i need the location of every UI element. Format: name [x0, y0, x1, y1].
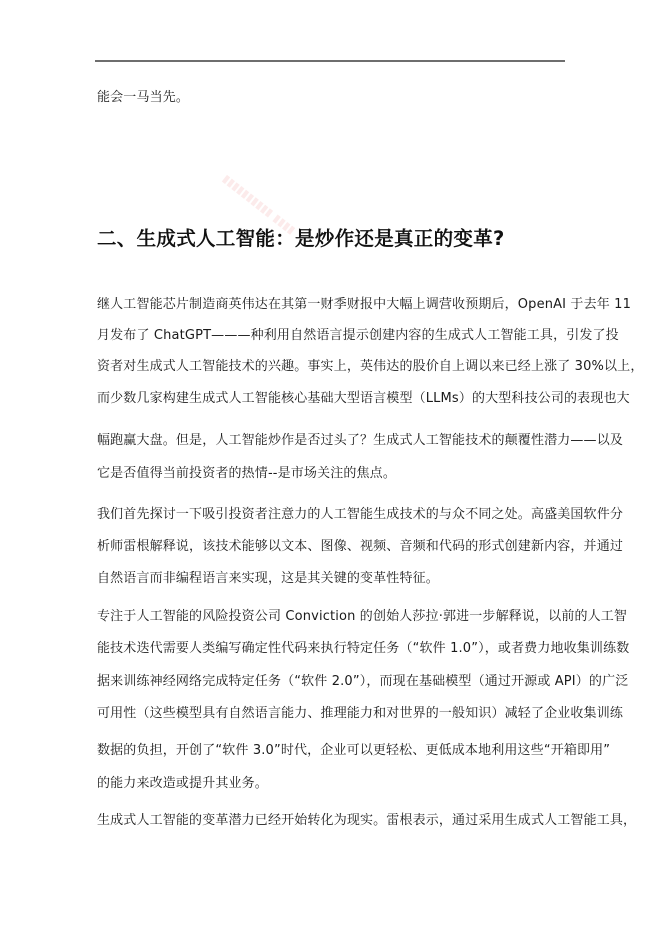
- carryover-text: 能会一马当先。: [97, 90, 190, 105]
- paragraph-line: 自然语言而非编程语言来实现，这是其关键的变革性特征。: [97, 571, 439, 586]
- paragraph-line: 我们首先探讨一下吸引投资者注意力的人工智能生成技术的与众不同之处。高盛美国软件分: [97, 507, 624, 522]
- paragraph-line: 幅跑赢大盘。但是，人工智能炒作是否过头了？生成式人工智能技术的颠覆性潜力——以及: [97, 433, 624, 448]
- paragraph-line: 可用性（这些模型具有自然语言能力、推理能力和对世界的一般知识）减轻了企业收集训练: [97, 706, 624, 721]
- paragraph-line: 资者对生成式人工智能技术的兴趣。事实上，英伟达的股价自上调以来已经上涨了 30%以上，: [97, 359, 644, 374]
- paragraph-line: 它是否值得当前投资者的热情--是市场关注的焦点。: [97, 466, 396, 481]
- paragraph-line: 的能力来改造或提升其业务。: [97, 776, 268, 791]
- paragraph-line: 数据的负担，开创了“软件 3.0”时代，企业可以更轻松、更低成本地利用这些“开箱即用”: [97, 743, 611, 758]
- paragraph-line: 专注于人工智能的风险投资公司 Conviction 的创始人莎拉·郭进一步解释说，以前的人工智: [97, 609, 628, 624]
- section-heading: 二、生成式人工智能：是炒作还是真正的变革?: [97, 227, 505, 250]
- paragraph-line: 生成式人工智能的变革潜力已经开始转化为现实。雷根表示，通过采用生成式人工智能工具，: [97, 813, 637, 828]
- header-rule: [95, 60, 565, 62]
- paragraph-line: 而少数几家构建生成式人工智能核心基础大型语言模型（LLMs）的大型科技公司的表现也大: [97, 391, 630, 406]
- paragraph-line: 继人工智能芯片制造商英伟达在其第一财季财报中大幅上调营收预期后，OpenAI 于去年 11: [97, 297, 632, 312]
- paragraph-line: 能技术迭代需要人类编写确定性代码来执行特定任务（“软件 1.0”），或者费力地收集训练数: [97, 641, 630, 656]
- paragraph-line: 月发布了 ChatGPT———种利用自然语言提示创建内容的生成式人工智能工具，引发了投: [97, 328, 619, 343]
- paragraph-line: 析师雷根解释说，该技术能够以文本、图像、视频、音频和代码的形式创建新内容，并通过: [97, 539, 624, 554]
- paragraph-line: 据来训练神经网络完成特定任务（“软件 2.0”），而现在基础模型（通过开源或 API）的广泛: [97, 674, 629, 689]
- watermark: ▮▮▮▮▮▮▮▮▮▮ ▮▮▮▮: [219, 172, 298, 237]
